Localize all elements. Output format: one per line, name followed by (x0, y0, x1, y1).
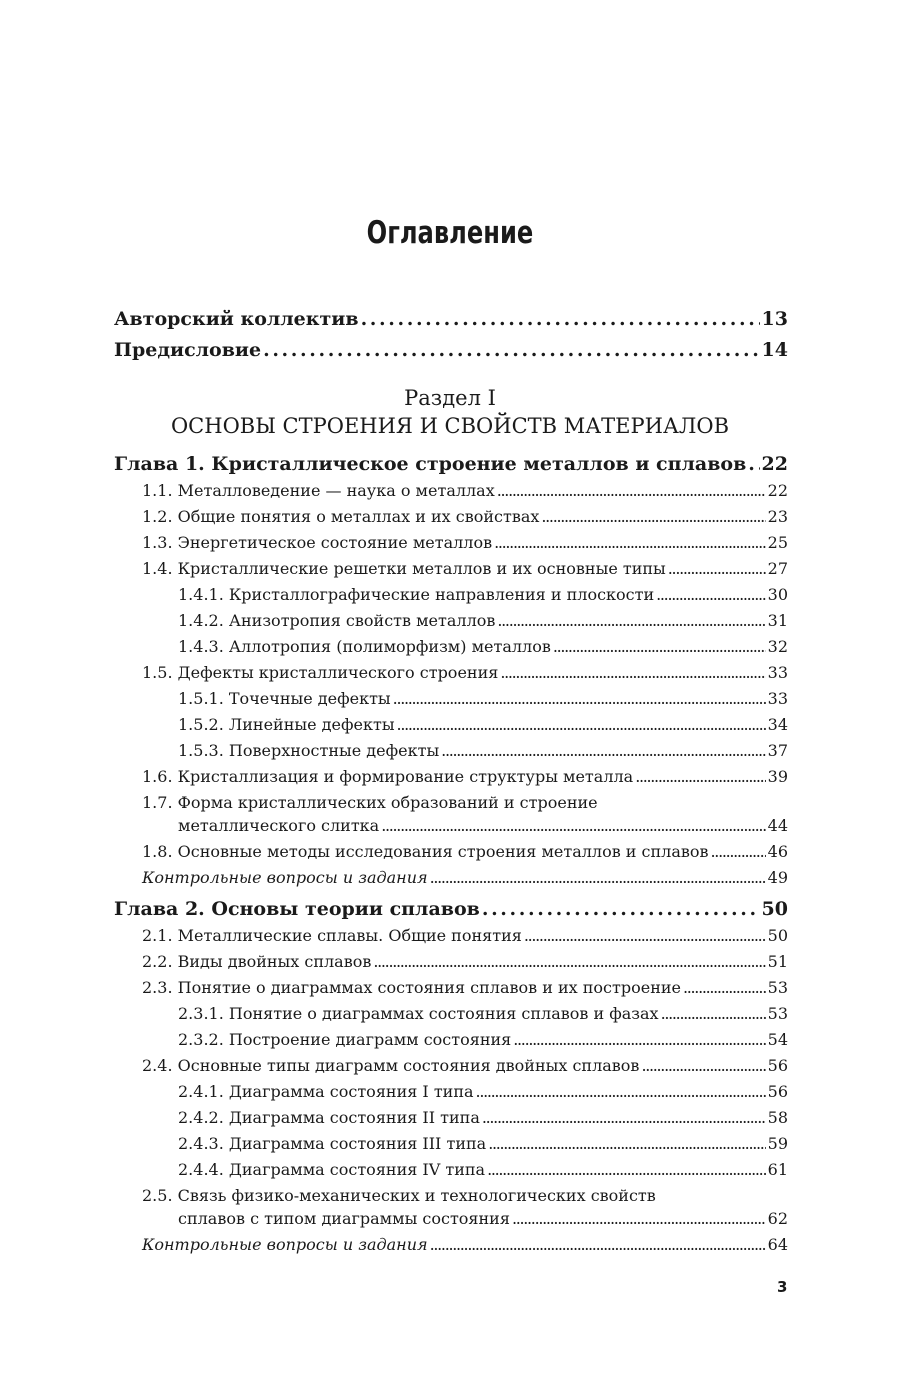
page-number: 3 (777, 1278, 788, 1296)
toc-entry-2-questions[interactable]: Контрольные вопросы и задания . . . 64 (114, 1235, 788, 1261)
toc-entry-2-4-4[interactable]: 2.4.4. Диаграмма состояния IV типа . . . 61 (114, 1160, 788, 1186)
toc-entry-1-4-1[interactable]: 1.4.1. Кристаллографические направления и плоскости . . . 30 (114, 585, 788, 611)
toc-entry-1-4-3[interactable]: 1.4.3. Аллотропия (полиморфизм) металлов . . . 32 (114, 637, 788, 663)
toc-entry-preface[interactable]: Предисловие . . . 14 (114, 339, 788, 370)
toc-entry-1-5-3[interactable]: 1.5.3. Поверхностные дефекты . . . 37 (114, 741, 788, 767)
toc-chapter-1 (114, 453, 788, 894)
toc-entry-1-7-line2[interactable]: металлического слитка . . . 44 (114, 816, 788, 842)
toc-entry-1-7-line1[interactable]: 1.7. Форма кристаллических образований и строение (142, 793, 598, 812)
toc-entry-1-4-2[interactable]: 1.4.2. Анизотропия свойств металлов . . . 31 (114, 611, 788, 637)
section-name: ОСНОВЫ СТРОЕНИЯ И СВОЙСТВ МАТЕРИАЛОВ (170, 414, 730, 438)
toc-entry-2-1[interactable]: 2.1. Металлические сплавы. Общие понятия . . . 50 (114, 926, 788, 952)
toc-entry-1-1[interactable]: 1.1. Металловедение — наука о металлах . . . 22 (114, 481, 788, 507)
toc-entry-2-4-2[interactable]: 2.4.2. Диаграмма состояния II типа . . . 58 (114, 1108, 788, 1134)
toc-entry-2-5-line1[interactable]: 2.5. Связь физико-механических и технологических свойств (142, 1186, 656, 1205)
toc-entry-2-3[interactable]: 2.3. Понятие о диаграммах состояния сплавов и их построение . . . 53 (114, 978, 788, 1004)
chapter-2-title[interactable]: Глава 2. Основы теории сплавов . . . 50 (114, 898, 788, 926)
toc-entry-1-3[interactable]: 1.3. Энергетическое состояние металлов . . . 25 (114, 533, 788, 559)
toc-entry-1-5[interactable]: 1.5. Дефекты кристаллического строения . . . 33 (114, 663, 788, 689)
toc-entry-2-3-2[interactable]: 2.3.2. Построение диаграмм состояния . . . 54 (114, 1030, 788, 1056)
toc-entry-1-6[interactable]: 1.6. Кристаллизация и формирование структуры металла . . . 39 (114, 767, 788, 793)
toc-entry-1-4[interactable]: 1.4. Кристаллические решетки металлов и их основные типы . . . 27 (114, 559, 788, 585)
chapter-1-title[interactable]: Глава 1. Кристаллическое строение металлов и сплавов . . . 22 (114, 453, 788, 481)
toc-entry-2-4-1[interactable]: 2.4.1. Диаграмма состояния I типа . . . 56 (114, 1082, 788, 1108)
toc-chapter-2 (114, 898, 788, 1261)
page-title: Оглавление (366, 215, 534, 251)
toc-entry-2-3-1[interactable]: 2.3.1. Понятие о диаграммах состояния сплавов и фазах . . . 53 (114, 1004, 788, 1030)
toc-front (114, 308, 788, 370)
toc-entry-1-questions[interactable]: Контрольные вопросы и задания . . . 49 (114, 868, 788, 894)
toc-entry-2-4[interactable]: 2.4. Основные типы диаграмм состояния двойных сплавов . . . 56 (114, 1056, 788, 1082)
toc-entry-1-5-1[interactable]: 1.5.1. Точечные дефекты . . . 33 (114, 689, 788, 715)
toc-entry-2-2[interactable]: 2.2. Виды двойных сплавов . . . 51 (114, 952, 788, 978)
toc-entry-2-5-line2[interactable]: сплавов с типом диаграммы состояния . . . 62 (114, 1209, 788, 1235)
toc-entry-1-8[interactable]: 1.8. Основные методы исследования строения металлов и сплавов . . . 46 (114, 842, 788, 868)
toc-entry-authors[interactable]: Авторский коллектив . . . 13 (114, 308, 788, 339)
section-label: Раздел I (404, 386, 496, 410)
toc-entry-2-4-3[interactable]: 2.4.3. Диаграмма состояния III типа . . . 59 (114, 1134, 788, 1160)
toc-entry-1-2[interactable]: 1.2. Общие понятия о металлах и их свойствах . . . 23 (114, 507, 788, 533)
toc-entry-1-5-2[interactable]: 1.5.2. Линейные дефекты . . . 34 (114, 715, 788, 741)
